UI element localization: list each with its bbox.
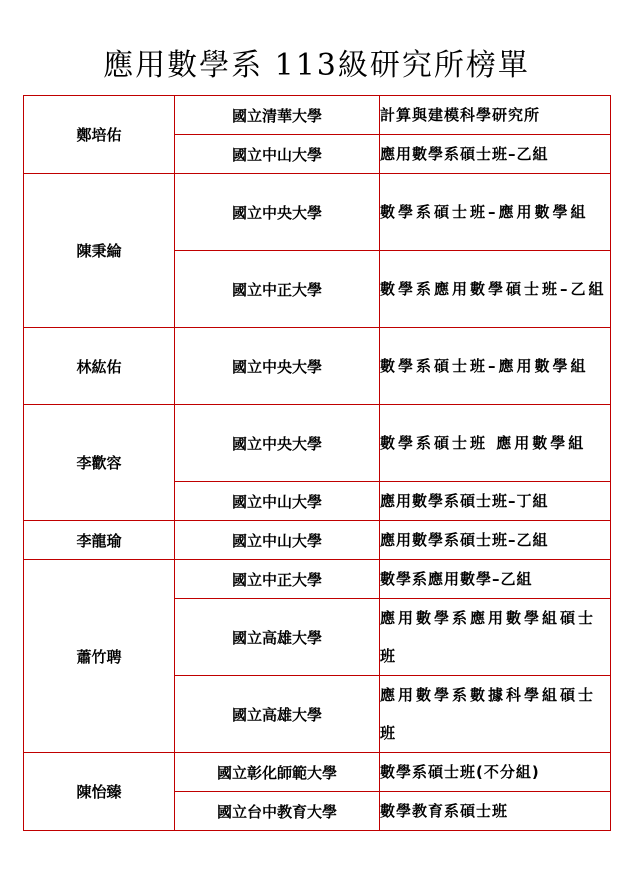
student-name: 李歡容 xyxy=(24,405,175,521)
school-cell: 國立台中教育大學 xyxy=(175,792,380,831)
school-cell: 國立中央大學 xyxy=(175,174,380,251)
school-cell: 國立中央大學 xyxy=(175,405,380,482)
student-name: 林紘佑 xyxy=(24,328,175,405)
school-cell: 國立高雄大學 xyxy=(175,676,380,753)
school-cell: 國立中正大學 xyxy=(175,251,380,328)
school-cell: 國立中山大學 xyxy=(175,135,380,174)
table-row xyxy=(24,328,611,405)
department-cell: 數學系應用數學–乙組 xyxy=(380,560,611,599)
department-cell: 應用數學系數據科學組碩士班 xyxy=(380,676,611,753)
school-cell: 國立彰化師範大學 xyxy=(175,753,380,792)
student-name: 蕭竹聘 xyxy=(24,560,175,753)
department-cell: 計算與建模科學研究所 xyxy=(380,96,611,135)
table-row xyxy=(24,174,611,251)
student-name: 陳怡臻 xyxy=(24,753,175,831)
department-cell: 數學系碩士班–應用數學組 xyxy=(380,174,611,251)
department-cell: 應用數學系碩士班–乙組 xyxy=(380,521,611,560)
table-row xyxy=(24,560,611,599)
student-name: 李龍瑜 xyxy=(24,521,175,560)
department-cell: 數學系碩士班–應用數學組 xyxy=(380,328,611,405)
student-name: 陳秉綸 xyxy=(24,174,175,328)
department-cell: 數學系碩士班 應用數學組 xyxy=(380,405,611,482)
school-cell: 國立中正大學 xyxy=(175,560,380,599)
department-cell: 數學系碩士班(不分組) xyxy=(380,753,611,792)
student-name: 鄭培佑 xyxy=(24,96,175,174)
school-cell: 國立高雄大學 xyxy=(175,599,380,676)
department-cell: 應用數學系碩士班–乙組 xyxy=(380,135,611,174)
school-cell: 國立中央大學 xyxy=(175,328,380,405)
department-cell: 應用數學系應用數學組碩士班 xyxy=(380,599,611,676)
admissions-table xyxy=(23,95,611,831)
department-cell: 應用數學系碩士班–丁組 xyxy=(380,482,611,521)
school-cell: 國立清華大學 xyxy=(175,96,380,135)
school-cell: 國立中山大學 xyxy=(175,482,380,521)
table-row xyxy=(24,753,611,792)
table-row xyxy=(24,521,611,560)
department-cell: 數學系應用數學碩士班–乙組 xyxy=(380,251,611,328)
page-title: 應用數學系 113級研究所榜單 xyxy=(103,48,530,83)
table-row xyxy=(24,96,611,135)
department-cell: 數學教育系碩士班 xyxy=(380,792,611,831)
school-cell: 國立中山大學 xyxy=(175,521,380,560)
table-row xyxy=(24,405,611,482)
